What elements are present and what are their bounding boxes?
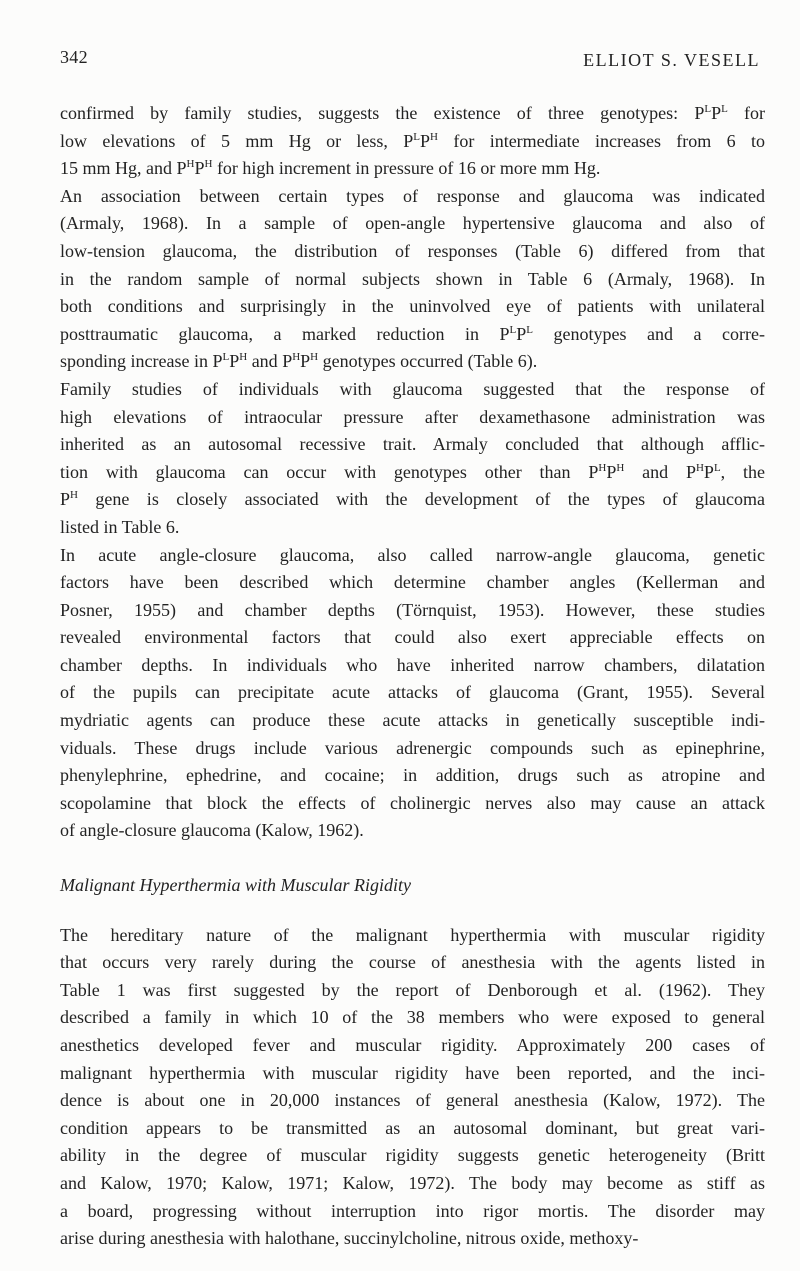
text-run: P <box>194 158 205 179</box>
text-run: for <box>727 103 765 123</box>
text-run: dence is about one in 20,000 instances of general anesthesia (Kalow, 1972). The <box>60 1090 765 1111</box>
text-line <box>60 707 765 735</box>
body-text <box>60 100 765 1253</box>
text-run: gene is closely associated with the development of the types of glaucoma <box>77 489 765 510</box>
text-run: P <box>694 103 705 123</box>
allele-superscript: H <box>204 158 213 171</box>
text-run: for intermediate increases from 6 to <box>438 130 765 151</box>
text-run: P <box>282 351 293 372</box>
text-run: phenylephrine, ephedrine, and cocaine; in addition, drugs such as atropine and <box>60 765 765 786</box>
allele-superscript: H <box>292 351 301 364</box>
text-run: mydriatic agents can produce these acute attacks in genetically susceptible indi- <box>60 710 765 731</box>
text-line <box>60 922 765 950</box>
text-run: scopolamine that block the effects of cholinergic nerves also may cause an attack <box>60 792 765 813</box>
text-line <box>60 1004 765 1032</box>
text-line <box>60 1087 765 1115</box>
text-run: (Armaly, 1968). In a sample of open-angle hypertensive glaucoma and also of <box>60 213 765 234</box>
text-run: P <box>420 130 431 151</box>
text-run: genotypes and a corre- <box>532 323 765 344</box>
text-line <box>60 735 765 763</box>
text-run: The hereditary nature of the malignant hyperthermia with muscular rigidity <box>60 924 765 945</box>
text-run: An association between certain types of response and glaucoma was indicated <box>60 185 765 206</box>
text-line <box>60 977 765 1005</box>
text-run: both conditions and surprisingly in the uninvolved eye of patients with unilateral <box>60 296 765 317</box>
text-line <box>60 128 765 156</box>
allele-superscript: L <box>704 103 712 115</box>
text-line <box>60 624 765 652</box>
text-run: that occurs very rarely during the course of anesthesia with the agents listed in <box>60 952 765 973</box>
text-run: sponding increase in <box>60 351 213 372</box>
text-line <box>60 1115 765 1143</box>
text-run: P <box>229 351 240 372</box>
section-gap <box>60 845 765 872</box>
text-line <box>60 1170 765 1198</box>
text-line <box>60 486 765 514</box>
text-line <box>60 1198 765 1226</box>
allele-superscript: H <box>430 130 438 143</box>
text-run: arise during anesthesia with halothane, succinylcholine, nitrous oxide, methoxy- <box>60 1228 639 1249</box>
text-line <box>60 1032 765 1060</box>
page-number: 342 <box>60 47 88 67</box>
text-line <box>60 210 765 238</box>
text-run: low elevations of 5 mm Hg or less, <box>60 130 404 151</box>
text-run: posttraumatic glaucoma, a marked reduction in <box>60 323 500 344</box>
allele-superscript: L <box>526 323 533 336</box>
text-line <box>60 652 765 680</box>
text-run: In acute angle-closure glaucoma, also called narrow-angle glaucoma, genetic <box>60 544 765 565</box>
text-run: P <box>516 323 527 344</box>
allele-superscript: L <box>509 323 517 336</box>
text-run: inherited as an autosomal recessive trait. Armaly concluded that although afflic- <box>60 434 765 455</box>
text-line <box>60 459 765 487</box>
allele-superscript: H <box>310 351 319 364</box>
text-run: and <box>624 461 686 482</box>
allele-superscript: H <box>239 351 248 364</box>
text-line <box>60 404 765 432</box>
text-run: for high increment in pressure of 16 or more mm Hg. <box>212 158 601 179</box>
text-run: genotypes occurred (Table 6). <box>318 351 538 372</box>
text-run: low-tension glaucoma, the distribution of responses (Table 6) differed from that <box>60 240 765 261</box>
text-run: listed in Table 6. <box>60 516 180 537</box>
text-run: tion with glaucoma can occur with genotypes other than <box>60 461 589 482</box>
text-line <box>60 817 765 845</box>
text-run: Posner, 1955) and chamber depths (Törnquist, 1953). However, these studies <box>60 599 765 620</box>
page-header <box>60 47 760 77</box>
text-run: P <box>212 351 223 372</box>
text-line <box>60 293 765 321</box>
allele-superscript: H <box>186 158 195 171</box>
text-line <box>60 790 765 818</box>
text-line <box>60 597 765 625</box>
text-run: P <box>176 158 187 179</box>
text-line <box>60 949 765 977</box>
text-line <box>60 1142 765 1170</box>
text-run: Family studies of individuals with glaucoma suggested that the response of <box>60 378 765 399</box>
text-line <box>60 569 765 597</box>
text-run: of angle-closure glaucoma (Kalow, 1962). <box>60 820 364 841</box>
text-run: and <box>247 351 283 372</box>
text-line <box>60 431 765 459</box>
allele-superscript: L <box>721 103 728 115</box>
text-line <box>60 183 765 211</box>
text-line <box>60 100 765 128</box>
section-title: Malignant Hyperthermia with Muscular Rigidity <box>60 875 411 896</box>
text-run: P <box>606 461 617 482</box>
running-head: ELLIOT S. VESELL <box>583 50 760 70</box>
text-line <box>60 762 765 790</box>
allele-superscript: H <box>695 461 704 474</box>
text-line <box>60 321 765 349</box>
allele-superscript: H <box>70 489 78 502</box>
allele-superscript: L <box>413 130 421 143</box>
text-line <box>60 514 765 542</box>
text-run: P <box>711 103 722 123</box>
text-run: factors have been described which determine chamber angles (Kellerman and <box>60 572 765 593</box>
text-run: revealed environmental factors that could also exert appreciable effects on <box>60 627 765 648</box>
allele-superscript: L <box>713 461 721 474</box>
text-line <box>60 348 765 376</box>
text-run: P <box>300 351 311 372</box>
text-line <box>60 266 765 294</box>
text-run: P <box>588 461 599 482</box>
text-run: , the <box>720 461 765 482</box>
allele-superscript: H <box>616 461 625 474</box>
text-run: high elevations of intraocular pressure after dexamethasone administration was <box>60 406 765 427</box>
text-line <box>60 376 765 404</box>
text-run: a board, progressing without interruption into rigor mortis. The disorder may <box>60 1200 765 1221</box>
text-run: malignant hyperthermia with muscular rigidity have been reported, and the inci- <box>60 1062 765 1083</box>
text-run: P <box>703 461 714 482</box>
text-run: viduals. These drugs include various adrenergic compounds such as epinephrine, <box>60 737 765 758</box>
text-run: P <box>685 461 696 482</box>
text-run: ability in the degree of muscular rigidity suggests genetic heterogeneity (Britt <box>60 1145 765 1166</box>
text-run: P <box>60 489 71 510</box>
text-line <box>60 1060 765 1088</box>
text-line <box>60 679 765 707</box>
text-line <box>60 542 765 570</box>
text-run: and Kalow, 1970; Kalow, 1971; Kalow, 1972). The body may become as stiff as <box>60 1172 765 1193</box>
text-line <box>60 1225 765 1253</box>
text-run: chamber depths. In individuals who have inherited narrow chambers, dilatation <box>60 654 765 675</box>
text-run: P <box>403 130 414 151</box>
text-run: described a family in which 10 of the 38 members who were exposed to general <box>60 1007 765 1028</box>
text-line <box>60 238 765 266</box>
text-run: confirmed by family studies, suggests the existence of three genotypes: <box>60 103 695 123</box>
text-run: in the random sample of normal subjects shown in Table 6 (Armaly, 1968). In <box>60 268 765 289</box>
allele-superscript: H <box>598 461 607 474</box>
text-run: P <box>499 323 510 344</box>
text-run: 15 mm Hg, and <box>60 158 177 179</box>
text-run: anesthetics developed fever and muscular rigidity. Approximately 200 cases of <box>60 1035 765 1055</box>
allele-superscript: L <box>222 351 230 364</box>
text-run: Table 1 was first suggested by the report of Denborough et al. (1962). They <box>60 979 765 1000</box>
text-run: of the pupils can precipitate acute attacks of glaucoma (Grant, 1955). Several <box>60 682 765 703</box>
text-run: condition appears to be transmitted as an autosomal dominant, but great vari- <box>60 1117 765 1138</box>
text-line <box>60 155 765 183</box>
